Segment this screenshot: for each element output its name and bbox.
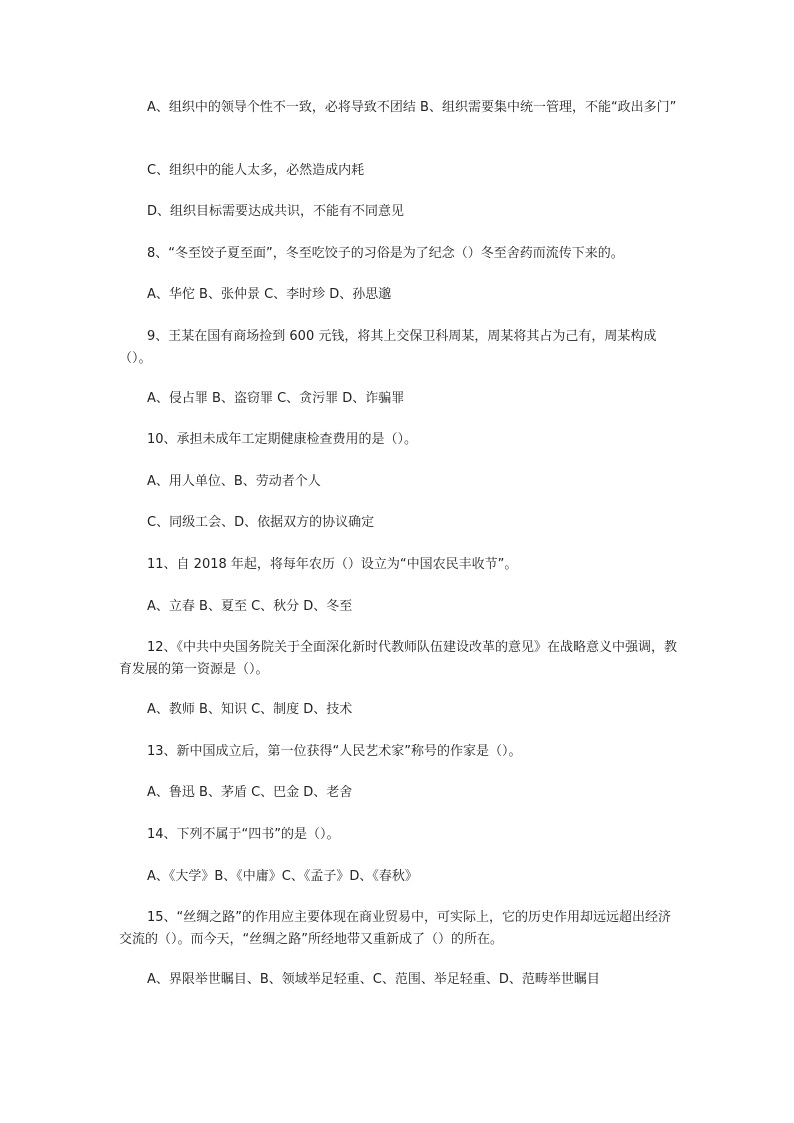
question-line: 9、王某在国有商场捡到 600 元钱，将其上交保卫科周某，周某将其占为己有，周某构成（）。 xyxy=(119,329,657,366)
option-line: A、用人单位、B、劳动者个人 xyxy=(147,474,321,489)
question-line: 11、自 2018 年起，将每年农历（）设立为“中国农民丰收节”。 xyxy=(147,557,518,572)
question-line: 12、《中共中央国务院关于全面深化新时代教师队伍建设改革的意见》在战略意义中强调，教育发展的第一资源是（）。 xyxy=(119,640,678,677)
question-line: 8、“冬至饺子夏至面”，冬至吃饺子的习俗是为了纪念（）冬至舍药而流传下来的。 xyxy=(147,246,624,261)
option-line: C、组织中的能人太多，必然造成内耗 xyxy=(147,163,365,178)
question-line: 14、下列不属于“四书”的是（）。 xyxy=(147,827,340,842)
option-line: A、界限举世瞩目、B、领域举足轻重、C、范围、举足轻重、D、范畴举世瞩目 xyxy=(147,972,600,987)
option-line: C、同级工会、D、依据双方的协议确定 xyxy=(147,515,375,530)
option-line: A、华佗 B、张仲景 C、李时珍 D、孙思邈 xyxy=(147,287,392,302)
question-line: 15、“丝绸之路”的作用应主要体现在商业贸易中，可实际上，它的历史作用却远远超出经济交流的（）。而今天，“丝绸之路”所经地带又重新成了（）的所在。 xyxy=(119,910,672,947)
option-line: A、侵占罪 B、盗窃罪 C、贪污罪 D、诈骗罪 xyxy=(147,391,405,406)
option-line: A、鲁迅 B、茅盾 C、巴金 D、老舍 xyxy=(147,785,353,800)
option-line: A、教师 B、知识 C、制度 D、技术 xyxy=(147,702,353,717)
question-line: 10、承担未成年工定期健康检查费用的是（）。 xyxy=(147,432,418,447)
option-line: A、立春 B、夏至 C、秋分 D、冬至 xyxy=(147,599,353,614)
option-line: A、《大学》B、《中庸》C、《孟子》D、《春秋》 xyxy=(147,869,418,884)
option-line: A、组织中的领导个性不一致，必将导致不团结 B、组织需要集中统一管理，不能“政出多门” xyxy=(147,100,677,115)
question-line: 13、新中国成立后，第一位获得“人民艺术家”称号的作家是（）。 xyxy=(147,744,522,759)
option-line: D、组织目标需要达成共识，不能有不同意见 xyxy=(147,204,405,219)
